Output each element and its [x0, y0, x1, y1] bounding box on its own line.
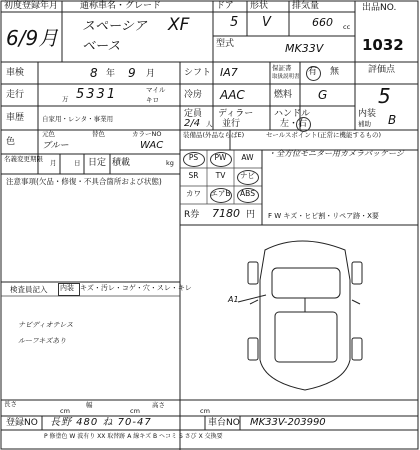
equipment-circle — [210, 188, 232, 203]
shift-value: IA7 — [220, 66, 238, 79]
chassis-label: 車台NO — [208, 418, 240, 428]
capacity-unit: 人 — [206, 120, 213, 128]
mileage-value: 5331 — [76, 87, 118, 102]
grade-value: 5 — [378, 84, 391, 108]
damage-legend-top: F W キズ・ヒビ割・リペア跡・X要 — [268, 212, 379, 220]
equipment-item: PS — [188, 153, 199, 162]
inspection-record-label: 検査員記入 — [10, 285, 48, 294]
fuel-label: 燃料 — [274, 90, 293, 100]
capacity-label: 定員 — [184, 109, 203, 119]
load-label: 積載 — [112, 158, 131, 168]
ac-value: AAC — [220, 88, 245, 102]
sales-point-label: セールスポイント(正常に機能するもの) — [266, 131, 381, 139]
handle-label: ハンドル — [274, 109, 311, 119]
first-reg-value: 6/9月 — [6, 26, 59, 50]
handle-right-circle — [296, 117, 311, 132]
first-reg-label: 初度登録年月 — [4, 1, 59, 11]
model-name-value: スペーシア — [82, 19, 147, 34]
name-change-label: 名義変更期限 — [4, 155, 43, 163]
grade-value: XF — [168, 15, 190, 35]
type-value: MK33V — [285, 42, 324, 55]
equipment-item: PW — [214, 153, 227, 162]
length-unit: cm — [60, 407, 70, 415]
capacity-value: 2/4 — [184, 118, 201, 129]
model-name-label: 通称車名・グレード — [80, 1, 162, 11]
grade-label: 評価点 — [368, 65, 396, 75]
original-color-label: 元色 — [42, 130, 55, 138]
reg-no-label: 登録NO — [6, 418, 38, 428]
interior-value: B — [388, 113, 397, 127]
equipment-circle — [237, 188, 259, 203]
height-unit: cm — [200, 407, 210, 415]
width-unit: cm — [130, 407, 140, 415]
inspection-note-2: ルーフキズあり — [18, 337, 67, 345]
shift-label: シフト — [184, 68, 212, 78]
mileage-unit-man: 万 — [62, 95, 69, 103]
fuel-value: G — [318, 88, 328, 102]
inspection-interior-desc: キズ・汚レ・コゲ・穴・スレ・キレ — [80, 284, 192, 292]
usage-label: 車歴 — [6, 113, 25, 123]
length-label: 長さ — [4, 400, 17, 408]
color-no-value: WAC — [140, 140, 164, 151]
base-value: ベース — [82, 39, 121, 54]
recycle-label: R券 — [184, 210, 200, 220]
inspection-month-value: 9 — [128, 66, 136, 80]
equipment-item: エアB — [210, 189, 231, 198]
dealer-label: ディラー — [218, 109, 254, 119]
warranty-no: 無 — [330, 67, 340, 77]
color-no-label: カラーNO — [132, 130, 162, 138]
shape-label: 形状 — [250, 1, 269, 11]
load-unit: kg — [166, 159, 174, 167]
height-label: 高さ — [152, 401, 165, 409]
door-value: 5 — [230, 15, 239, 30]
equipment-item: カワ — [186, 189, 201, 198]
inspection-year-unit: 年 — [106, 69, 116, 79]
equipment-label: 装備品(外品ならばE) — [183, 131, 245, 139]
original-color-value: ブルー — [42, 141, 69, 151]
parallel-label: 並行 — [222, 119, 241, 129]
equipment-item: ABS — [240, 189, 255, 198]
name-change-day: 日 — [74, 159, 81, 167]
color-label: 色 — [6, 137, 16, 147]
shape-value: V — [262, 15, 271, 30]
warranty-yes: 有 — [308, 67, 318, 77]
repaint-color-label: 替色 — [92, 130, 105, 138]
mileage-unit-km: キロ — [146, 96, 159, 104]
inspection-year-value: 8 — [90, 66, 98, 80]
inspection-month-unit: 月 — [146, 69, 156, 79]
ac-label: 冷房 — [184, 90, 203, 100]
reg-no-value: 長野 480 ね 70-47 — [50, 417, 152, 428]
cc-label: cc — [343, 23, 351, 31]
recycle-value: 7180 — [212, 207, 240, 220]
listing-no-value: 1032 — [362, 36, 404, 54]
sales-point-value: ・全方位モニター用カメラパッケージ — [268, 149, 404, 158]
delivery-label: 日定 — [88, 158, 107, 168]
interior-label: 内装 — [358, 109, 377, 119]
type-label: 型式 — [216, 39, 235, 49]
displacement-value: 660 — [312, 16, 333, 29]
equipment-circle — [210, 152, 232, 167]
mileage-label: 走行 — [6, 90, 25, 100]
equipment-item: AW — [241, 153, 254, 162]
listing-no-label: 出品NO. — [362, 3, 397, 13]
interior-sub-label: 補助 — [358, 120, 371, 128]
inspection-interior-label: 内装 — [60, 284, 74, 292]
damage-legend-bottom: P 修塗色 W 波有り XX 取替跡 A 線キズ B ヘコミ S さび X 交換要 — [44, 433, 223, 440]
equipment-circle — [237, 170, 259, 185]
displacement-label: 排気量 — [292, 1, 320, 11]
chassis-value: MK33V-203990 — [250, 417, 326, 428]
equipment-item: TV — [215, 171, 226, 180]
inspection-label: 車検 — [6, 68, 25, 78]
equipment-item: SR — [188, 171, 199, 180]
equipment-circle — [183, 152, 205, 167]
width-label: 幅 — [86, 401, 93, 409]
notes-label: 注意事項(欠品・修復・不具合箇所および状態) — [6, 177, 162, 186]
name-change-month: 月 — [50, 159, 57, 167]
car-diagram — [238, 241, 362, 390]
inspection-note-1: ナビディオテレス — [18, 321, 74, 329]
handle-value: 左・右 — [280, 119, 308, 129]
diagram-mark-a1: A1 — [228, 295, 239, 304]
equipment-item: ナビ — [240, 171, 255, 180]
usage-value: 自家用・レンタ・事業用 — [42, 115, 114, 123]
recycle-unit: 円 — [246, 210, 256, 220]
door-label: ドア — [216, 1, 234, 11]
mileage-unit-mile: マイル — [146, 86, 166, 94]
warranty-label: 保証書 — [272, 64, 292, 72]
manual-label: 取扱説明書 — [272, 74, 300, 80]
